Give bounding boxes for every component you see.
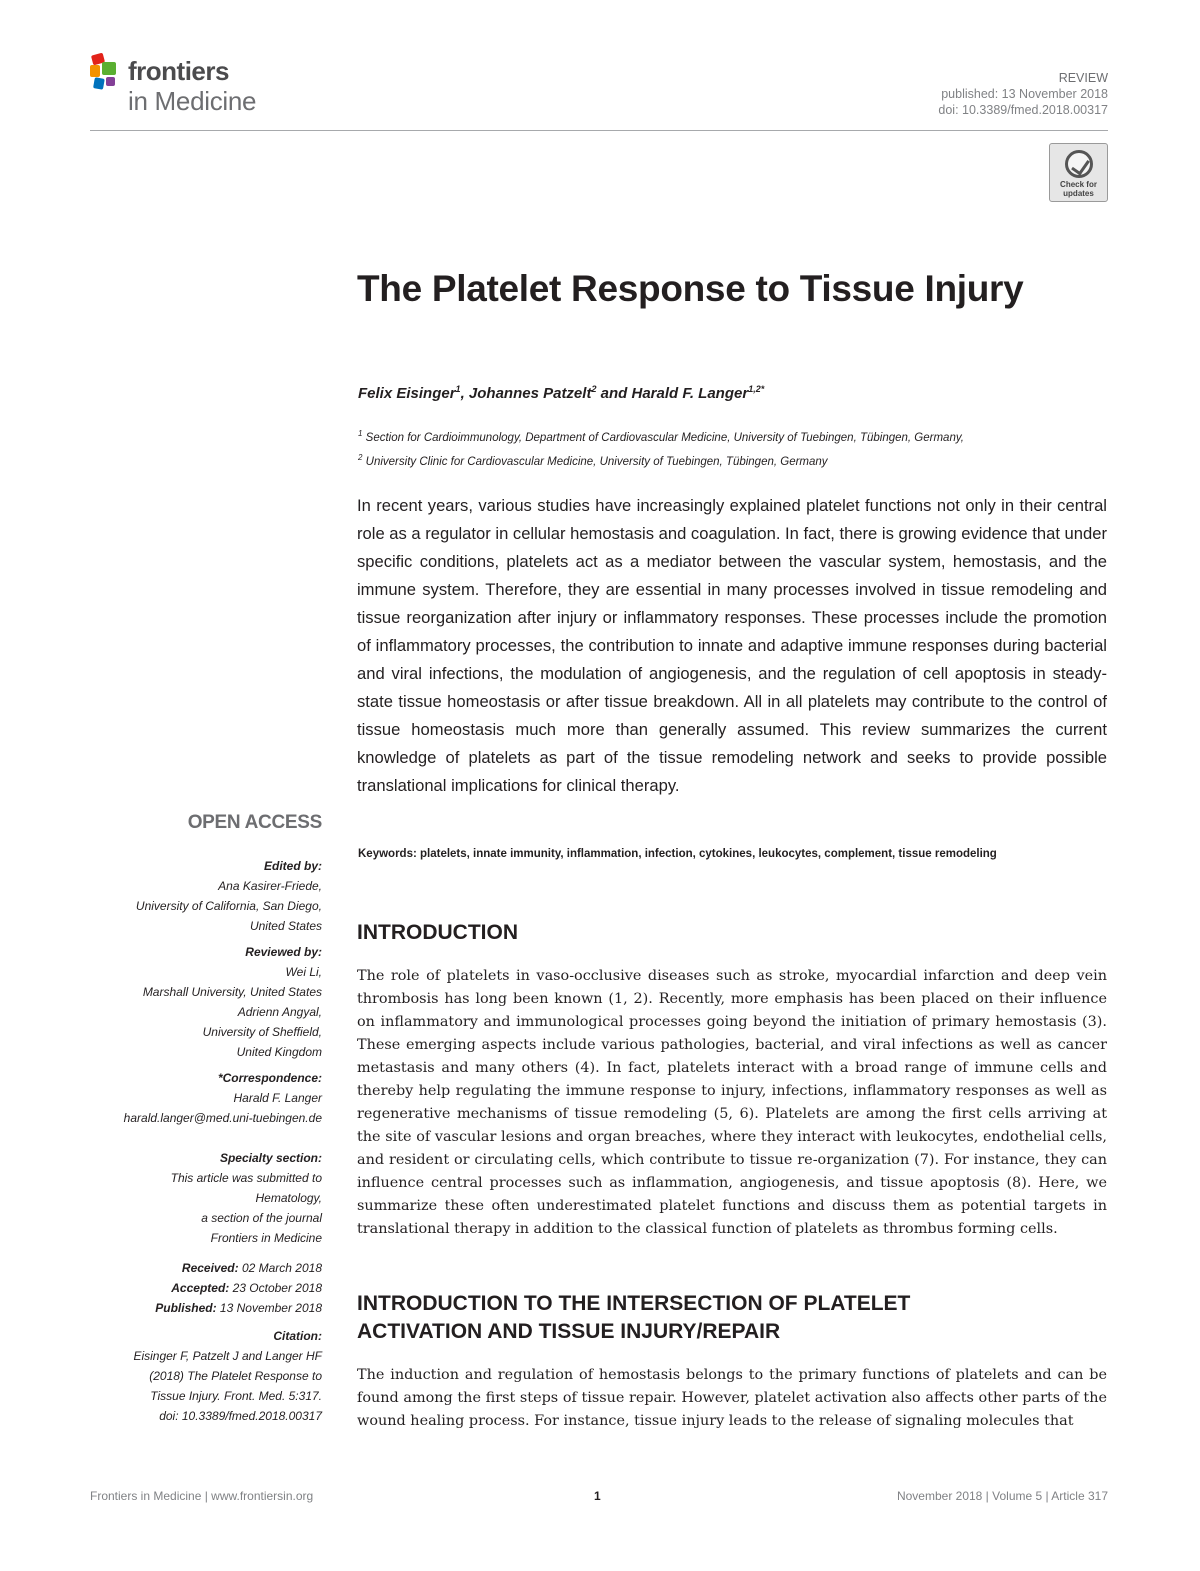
introduction-body: The role of platelets in vaso-occlusive diseases such as stroke, myocardial infarction and deep vein thrombosis has long been known (1, 2). Recently, more emphasis has been placed on their influence on inflammatory and immunological processes going beyond the initiation of primary hemostasis (3). These emerging aspects include various pathologies, bacterial, and viral infections as well as cancer metastasis and many others (4). In fact, platelets interact with a broad range of immune cells and thereby help regulating the immune response to injury, infections, inflammatory responses as well as regenerative mechanisms of tissue remodeling (5, 6). Platelets are among the first cells arriving at the site of vascular lesions and organ breaches, where they interact with leukocytes, endothelial cells, and resident or circulating cells, which contribute to tissue re-organization (7). For instance, they can influence central processes such as inflammation, angiogenesis, and tissue apoptosis (8). Here, we summarize these often underestimated platelet functions and discuss them as potential targets in translational therapy in addition to the classical function of platelets as thrombus forming cells. (357, 968, 1107, 1237)
author-name[interactable]: Johannes Patzelt (468, 385, 592, 402)
logo-wordmark-bottom: in Medicine (128, 86, 257, 116)
citation: Citation: Eisinger F, Patzelt J and Langer HF (2018) The Platelet Response to Tissue Injury. Front. Med. 5:317. doi: 10.3389/fmed.2018.00317 (90, 1326, 322, 1426)
affiliations (358, 424, 1108, 472)
author-name[interactable]: Felix Eisinger (358, 385, 456, 402)
article-dates: Received: 02 March 2018 Accepted: 23 October 2018 Published: 13 November 2018 (155, 1261, 322, 1315)
keywords-list: platelets, innate immunity, inflammation, infection, cytokines, leukocytes, complement, tissue remodeling (420, 848, 997, 860)
citation-doi[interactable]: doi: 10.3389/fmed.2018.00317 (159, 1409, 322, 1423)
article-title: The Platelet Response to Tissue Injury (357, 268, 1024, 309)
keywords (358, 845, 1107, 863)
keywords-label: Keywords: (358, 848, 417, 860)
correspondence-email[interactable]: harald.langer@med.uni-tuebingen.de (123, 1111, 322, 1125)
doi-link[interactable]: doi: 10.3389/fmed.2018.00317 (938, 103, 1108, 117)
footer-issue: November 2018 | Volume 5 | Article 317 (896, 1489, 1108, 1503)
correspondence: *Correspondence: Harald F. Langer harald.langer@med.uni-tuebingen.de (90, 1068, 322, 1128)
check-updates-icon (1065, 150, 1093, 178)
section-heading-introduction: INTRODUCTION (357, 921, 518, 944)
check-for-updates-button[interactable] (1049, 143, 1108, 202)
header-divider (90, 130, 1108, 131)
author-list: Felix Eisinger$^1$, Johannes Patzelt$^2$ and Harald F. Langer$^{1,2*}$ (358, 384, 765, 402)
abstract: In recent years, various studies have increasingly explained platelet functions not only in their central role as a regulator in cellular hemostasis and coagulation. In fact, there is growing evidence that under specific conditions, platelets act as a mediator between the vascular system, hemostasis, and the immune system. Therefore, they are essential in many processes involved in tissue remodeling and tissue reorganization after injury or inflammatory responses. These processes include the promotion of inflammatory processes, the contribution to innate and adaptive immune responses during bacterial and viral infections, the modulation of angiogenesis, and the regulation of cell apoptosis in steady-state tissue homeostasis or after tissue breakdown. All in all platelets may contribute to the control of tissue homeostasis much more than generally assumed. This review summarizes the current knowledge of platelets as part of the tissue remodeling network and seeks to provide possible translational implications for clinical therapy. (357, 496, 1107, 795)
specialty-section: Specialty section: This article was submitted to Hematology, a section of the journal Frontiers in Medicine (170, 1151, 322, 1245)
frontiers-logo-icon (88, 52, 128, 92)
section-heading-intersection: INTRODUCTION TO THE INTERSECTION OF PLATELET ACTIVATION AND TISSUE INJURY/REPAIR (357, 1292, 911, 1343)
edited-by: Edited by: Ana Kasirer-Friede, University of California, San Diego, United States (135, 859, 322, 933)
intersection-body: The induction and regulation of hemostasis belongs to the primary functions of platelets and can be found among the first steps of tissue repair. However, platelet activation also affects other parts of the wound healing process. For instance, tissue injury leads to the release of signaling molecules that (357, 1367, 1107, 1429)
author-name[interactable]: Harald F. Langer (631, 385, 749, 402)
published-date: published: 13 November 2018 (941, 87, 1108, 101)
affiliation-2: $^2$ University Clinic for Cardiovascular Medicine, University of Tuebingen, Tübingen, Germany (358, 452, 828, 468)
journal-logo[interactable] (88, 50, 288, 120)
article-meta (938, 70, 1108, 118)
check-updates-label: Check for updates (1060, 180, 1097, 198)
article-type: REVIEW (1058, 71, 1108, 85)
footer-journal[interactable]: Frontiers in Medicine | www.frontiersin.org (90, 1489, 314, 1503)
affiliation-1: $^1$ Section for Cardioimmunology, Department of Cardiovascular Medicine, University of Tuebingen, Tübingen, Germany, (358, 429, 964, 444)
open-access-label: OPEN ACCESS (187, 812, 322, 833)
reviewed-by: Reviewed by: Wei Li, Marshall University, United States Adrienn Angyal, University of Sheffield, United Kingdom (142, 945, 322, 1059)
logo-wordmark-top: frontiers (128, 56, 229, 86)
article-sidebar (90, 808, 322, 1432)
page-number: 1 (594, 1489, 601, 1503)
